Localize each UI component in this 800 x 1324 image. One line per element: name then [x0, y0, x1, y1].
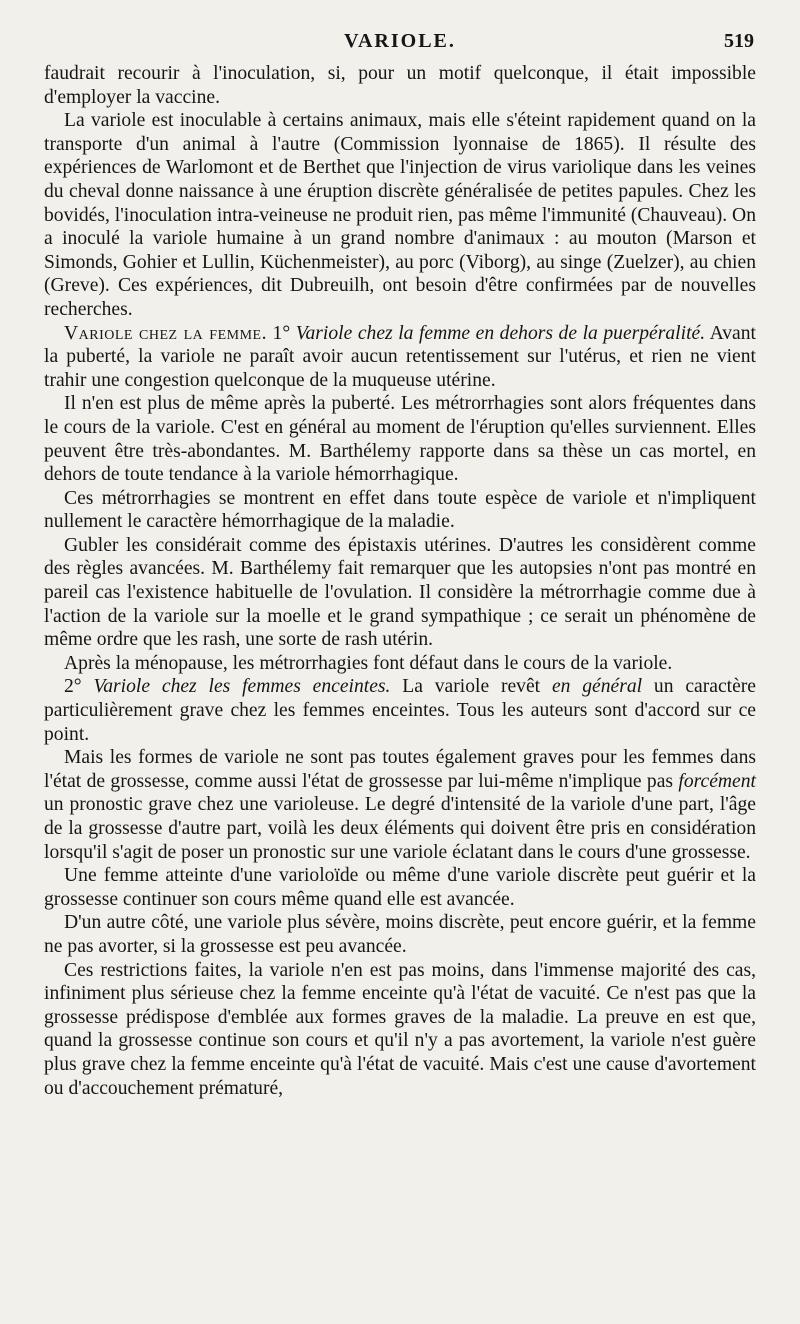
- paragraph-1: faudrait recourir à l'inoculation, si, pour un motif quelconque, il était impossible d'employer la vaccine.: [44, 63, 756, 108]
- paragraph-2: La variole est inoculable à certains animaux, mais elle s'éteint rapidement quand on la transporte d'un animal à l'autre (Commission lyonnaise de 1865). Il résulte des expériences de Warlomont et de Berthet que l'injection de virus variolique dans les veines du cheval donne naissance à une éruption discrète généralisée de petites papules. Chez les bovidés, l'inoculation intra-veineuse ne produit rien, pas même l'immunité (Chauveau). On a inoculé la variole humaine à un grand nombre d'animaux : au mouton (Marson et Simonds, Gohier et Lullin, Küchenmeister), au porc (Viborg), au singe (Zuelzer), au chien (Greve). Ces expériences, dit Dubreuilh, ont besoin d'être confirmées par de nouvelles recherches.: [44, 110, 756, 320]
- paragraph-9: [44, 746, 756, 864]
- section-heading: Variole chez la femme.: [64, 322, 267, 344]
- page-number: 519: [724, 30, 754, 52]
- paragraph-3-number: 1°: [266, 322, 296, 344]
- paragraph-8-part-1: La variole revêt: [390, 676, 552, 698]
- paragraph-6: Gubler les considérait comme des épistaxis utérines. D'autres les considèrent comme des règles avancées. M. Barthélemy fait remarquer que les autopsies n'ont pas montré en pareil cas l'existence habituelle de l'ovulation. Il considère la métrorrhagie comme due à l'action de la variole sur la moelle et le grand sympathique ; ce serait un phénomène de même ordre que les rash, une sorte de rash utérin.: [44, 534, 756, 651]
- running-title: VARIOLE.: [344, 30, 456, 52]
- subsection-title-2: Variole chez les femmes enceintes.: [93, 676, 391, 698]
- paragraph-3-body: Avant la puberté, la variole ne paraît avoir aucun retentissement sur l'utérus, et rien ne vient trahir une congestion quelconque de la muqueuse utérine.: [44, 322, 756, 391]
- paragraph-8-part-2: un caractère particulièrement grave chez les femmes enceintes. Tous les auteurs sont d'accord sur ce point.: [44, 676, 757, 745]
- body-text: [44, 62, 756, 1100]
- paragraph-12: Ces restrictions faites, la variole n'en est pas moins, dans l'immense majorité des cas, infiniment plus sérieuse chez la femme enceinte qu'à l'état de vacuité. Ce n'est pas que la grossesse prédispose d'emblée aux formes graves de la maladie. La preuve en est que, quand la grossesse continue son cours et qu'il n'y a pas avortement, la variole n'est guère plus grave chez la femme enceinte qu'à l'état de vacuité. Mais c'est une cause d'avortement ou d'accouchement prématuré,: [44, 959, 756, 1099]
- paragraph-8: [44, 675, 756, 746]
- paragraph-9-part-2: un pronostic grave chez une varioleuse. Le degré d'intensité de la variole d'une part, l'âge de la grossesse d'autre part, voilà les deux éléments qui doivent être pris en considération lorsqu'il s'agit de poser un pronostic sur une variole éclatant dans le cours d'une grossesse.: [44, 794, 756, 863]
- paragraph-5: Ces métrorrhagies se montrent en effet dans toute espèce de variole et n'impliquent nullement le caractère hémorrhagique de la maladie.: [44, 487, 756, 533]
- italic-forcement: forcément: [678, 770, 756, 792]
- italic-en-general: en général: [551, 676, 643, 698]
- paragraph-7: Après la ménopause, les métrorrhagies font défaut dans le cours de la variole.: [64, 652, 673, 674]
- paragraph-8-number: 2°: [64, 676, 94, 698]
- paragraph-4: Il n'en est plus de même après la puberté. Les métrorrhagies sont alors fréquentes dans le cours de la variole. C'est en général au moment de l'éruption qu'elles surviennent. Elles peuvent être très-abondantes. M. Barthélemy rapporte dans sa thèse un cas mortel, en dehors de toute tendance à la variole hémorrhagique.: [44, 393, 756, 486]
- paragraph-3: [44, 322, 756, 393]
- paragraph-11: D'un autre côté, une variole plus sévère, moins discrète, peut encore guérir, et la femme ne pas avorter, si la grossesse est peu avancée.: [44, 912, 756, 957]
- page-header: [44, 30, 756, 58]
- paragraph-9-part-1: Mais les formes de variole ne sont pas toutes également graves pour les femmes dans l'état de grossesse, comme aussi l'état de grossesse par lui-même n'implique pas: [44, 747, 756, 792]
- subsection-title-1: Variole chez la femme en dehors de la puerpéralité.: [295, 322, 706, 344]
- paragraph-10: Une femme atteinte d'une varioloïde ou même d'une variole discrète peut guérir et la grossesse continuer son cours même quand elle est avancée.: [44, 865, 756, 910]
